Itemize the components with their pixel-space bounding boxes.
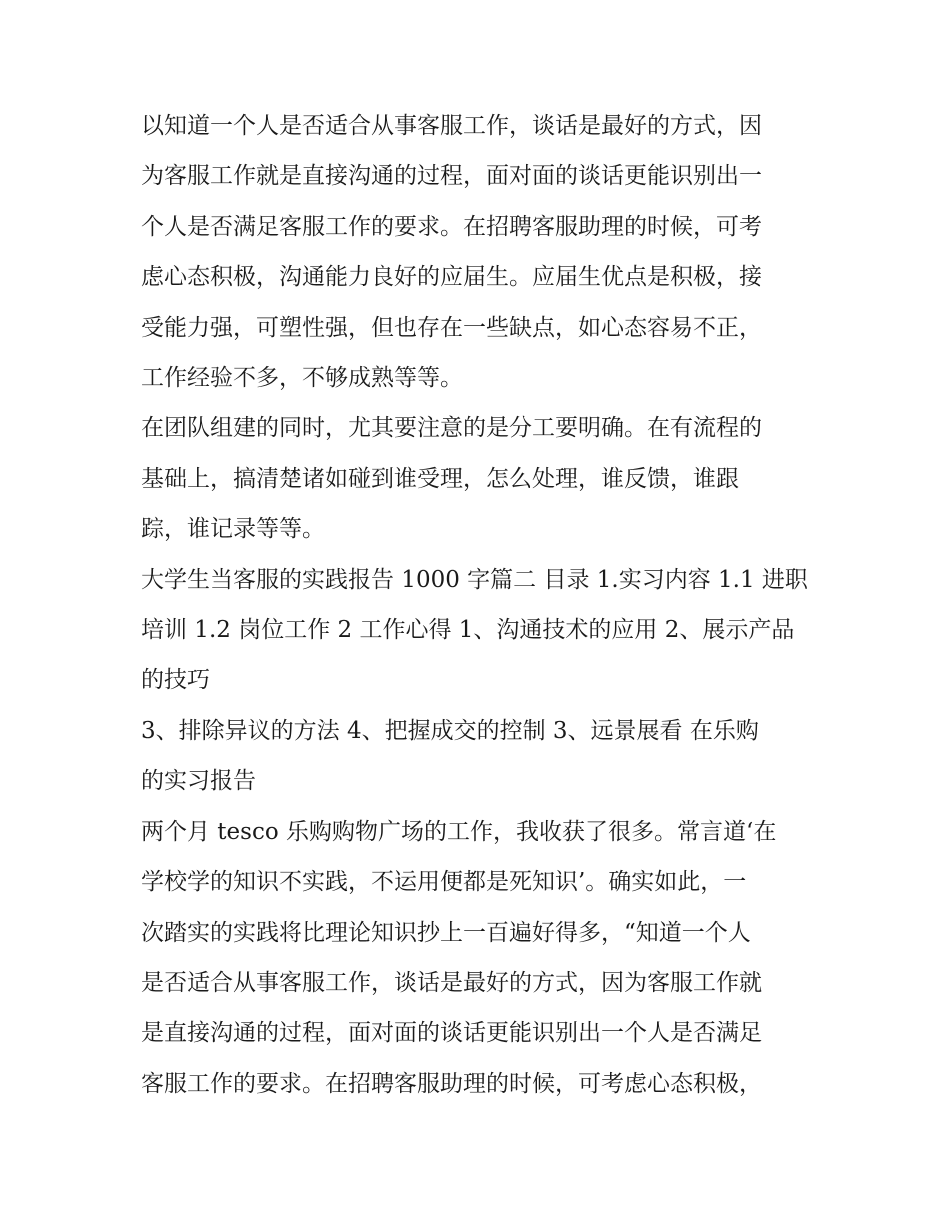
paragraph-2: 在团队组建的同时，尤其要注意的是分工要明确。在有流程的 基础上，搞清楚诸如碰到谁受理，怎么处理，谁反馈，谁跟 踪，谁记录等等。 bbox=[141, 415, 762, 543]
paragraph-1: 以知道一个人是否适合从事客服工作，谈话是最好的方式，因 为客服工作就是直接沟通的过程，面对面的谈话更能识别出一 个人是否满足客服工作的要求。在招聘客服助理的时候，可考 虑心态积极，沟通能力良好的应届生。应届生优点是积极，接 受能力强，可塑性强，但也存在一些缺点，如心态容易不正， 工作经验不多，不够成熟等等。 bbox=[141, 113, 762, 392]
paragraph-4: 3、排除异议的方法 4、把握成交的控制 3、远景展看 在乐购 的实习报告 bbox=[141, 717, 759, 795]
paragraph-5: 两个月 tesco 乐购购物广场的工作，我收获了很多。常言道‘在 学校学的知识不实践，不运用便都是死知识’。确实如此，一 次踏实的实践将比理论知识抄上一百遍好得多，“知道一个人 是否适合从事客服工作，谈话是最好的方式，因为客服工作就 是直接沟通的过程，面对面的谈话更能识别出一个人是否满足 客服工作的要求。在招聘客服助理的时候，可考虑心态积极， bbox=[141, 818, 777, 1097]
paragraph-3: 大学生当客服的实践报告 1000 字篇二 目录 1.实习内容 1.1 进职 培训 1.2 岗位工作 2 工作心得 1、沟通技术的应用 2、展示产品 的技巧 bbox=[141, 566, 808, 694]
document-body bbox=[141, 101, 821, 1109]
